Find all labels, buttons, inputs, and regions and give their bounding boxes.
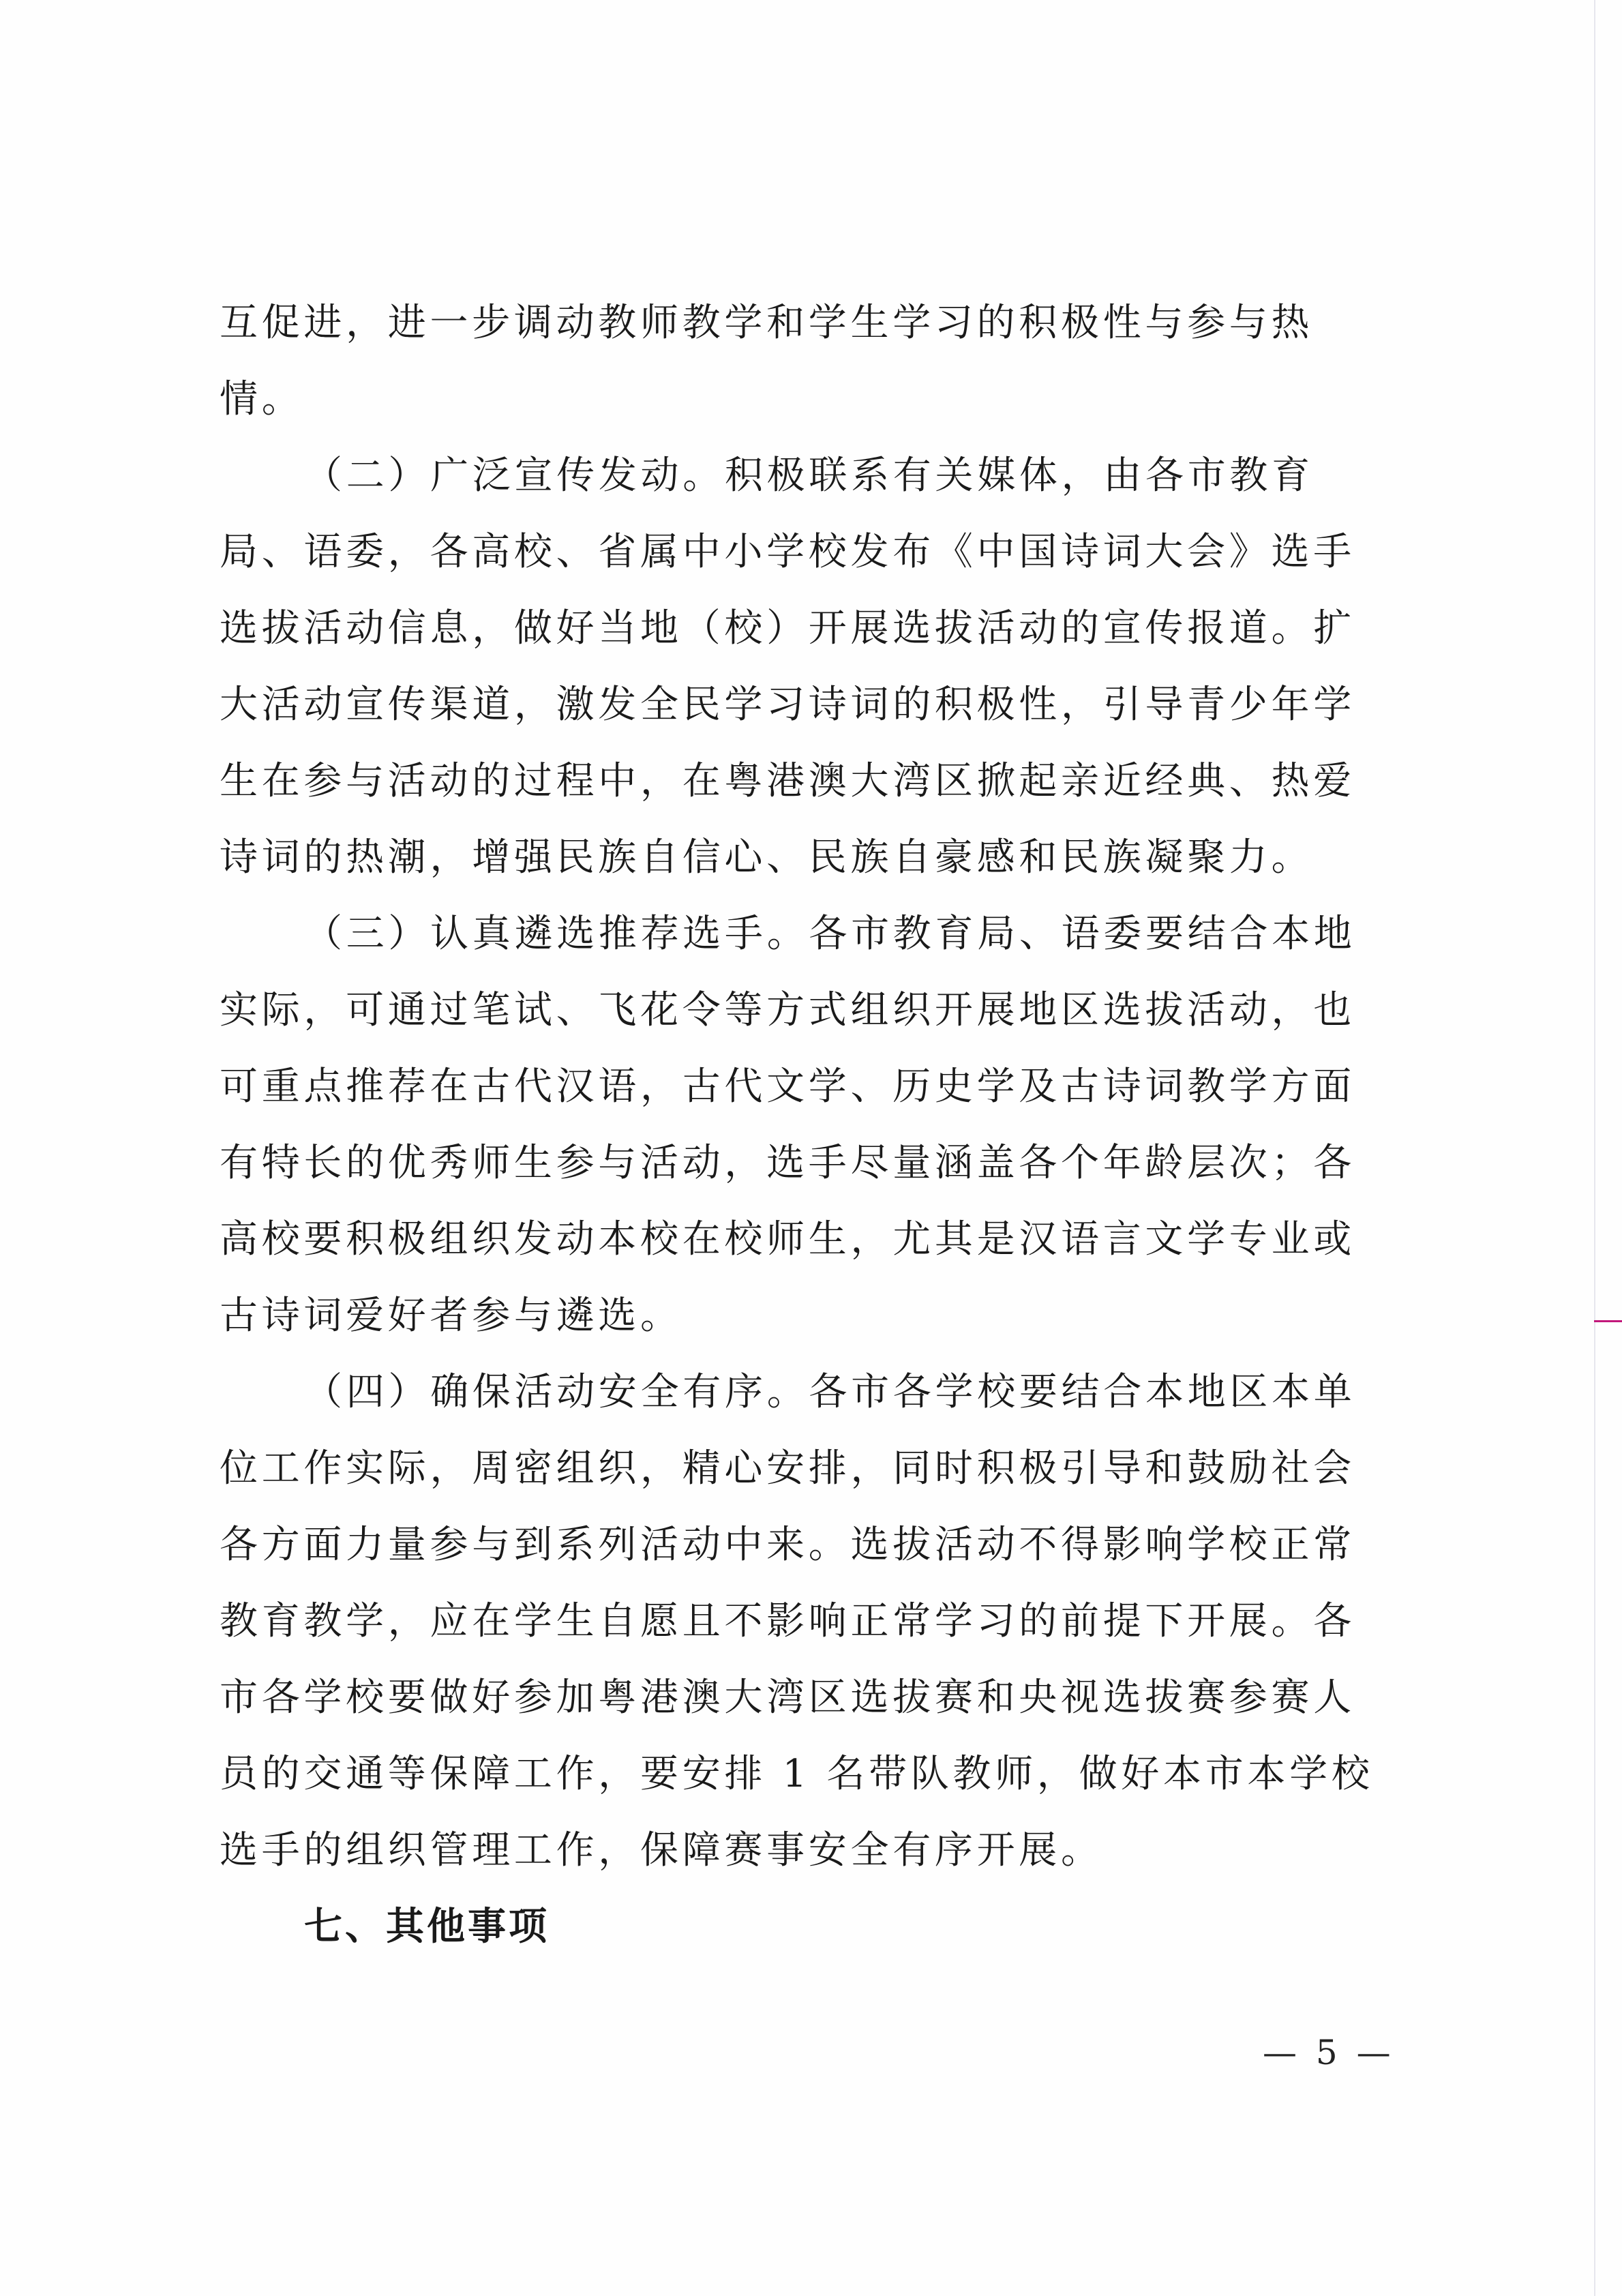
paragraph-line: 市各学校要做好参加粤港澳大湾区选拔赛和央视选拔赛参赛人 xyxy=(220,1675,1355,1720)
page-number: — 5 — xyxy=(1263,2033,1395,2072)
paragraph-line: 有特长的优秀师生参与活动，选手尽量涵盖各个年龄层次；各 xyxy=(220,1141,1355,1185)
paragraph-line: 位工作实际，周密组织，精心安排，同时积极引导和鼓励社会 xyxy=(220,1446,1355,1491)
paragraph-line: 高校要积极组织发动本校在校师生，尤其是汉语言文学专业或 xyxy=(220,1217,1355,1262)
paragraph-line: 古诗词爱好者参与遴选。 xyxy=(220,1294,682,1338)
page-edge-line xyxy=(1594,0,1595,2296)
section-2-heading-line: （二）广泛宣传发动。积极联系有关媒体，由各市教育 xyxy=(304,453,1314,498)
paragraph-line: 教育教学，应在学生自愿且不影响正常学习的前提下开展。各 xyxy=(220,1599,1355,1643)
paragraph-line: 选拔活动信息，做好当地（校）开展选拔活动的宣传报道。扩 xyxy=(220,606,1355,651)
section-3-heading-line: （三）认真遴选推荐选手。各市教育局、语委要结合本地 xyxy=(304,912,1356,956)
paragraph-line: 可重点推荐在古代汉语，古代文学、历史学及古诗词教学方面 xyxy=(220,1064,1355,1109)
paragraph-line: 员的交通等保障工作，要安排 1 名带队教师，做好本市本学校 xyxy=(220,1752,1374,1796)
paragraph-line: 实际，可通过笔试、飞花令等方式组织开展地区选拔活动，也 xyxy=(220,988,1355,1032)
paragraph-line: 大活动宣传渠道，激发全民学习诗词的积极性，引导青少年学 xyxy=(220,683,1355,727)
paragraph-line: 局、语委，各高校、省属中小学校发布《中国诗词大会》选手 xyxy=(220,530,1355,574)
paragraph-line: 诗词的热潮，增强民族自信心、民族自豪感和民族凝聚力。 xyxy=(220,835,1314,880)
paragraph-line: 生在参与活动的过程中，在粤港澳大湾区掀起亲近经典、热爱 xyxy=(220,759,1355,803)
paragraph-line: 选手的组织管理工作，保障赛事安全有序开展。 xyxy=(220,1828,1103,1873)
binding-mark xyxy=(1594,1320,1622,1322)
section-4-heading-line: （四）确保活动安全有序。各市各学校要结合本地区本单 xyxy=(304,1370,1356,1414)
section-7-heading: 七、其他事项 xyxy=(304,1905,550,1949)
body-text xyxy=(220,285,1406,1965)
paragraph-line: 各方面力量参与到系列活动中来。选拔活动不得影响学校正常 xyxy=(220,1523,1355,1567)
paragraph-line: 情。 xyxy=(220,377,304,421)
paragraph-line: 互促进，进一步调动教师教学和学生学习的积极性与参与热 xyxy=(220,301,1314,345)
